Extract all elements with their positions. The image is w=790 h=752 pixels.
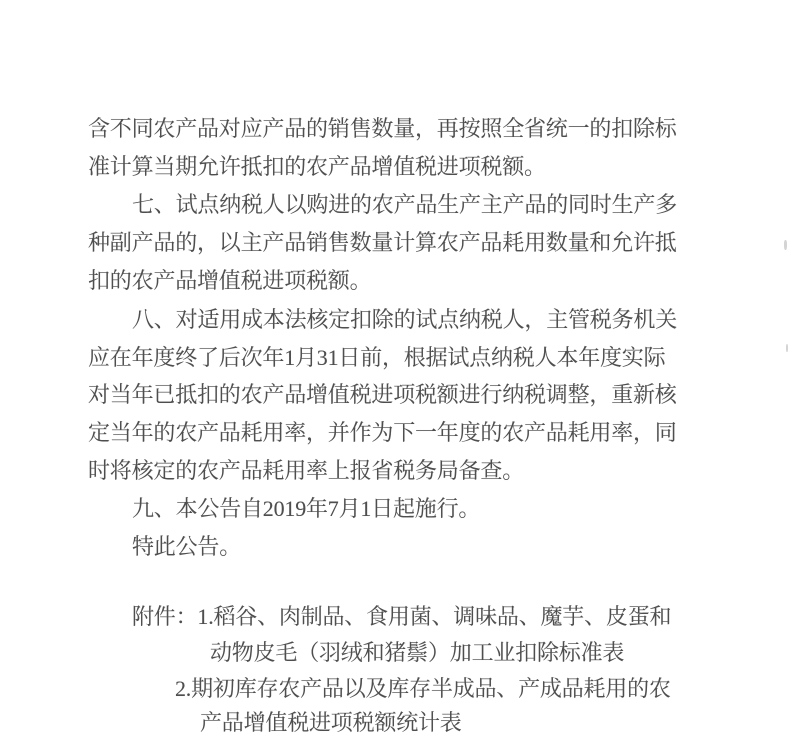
doc-line: 九、本公告自2019年7月1日起施行。 xyxy=(132,496,481,521)
attachment-line: 动物皮毛（羽绒和猪鬃）加工业扣除标准表 xyxy=(210,640,625,665)
doc-line: 应在年度终了后次年1月31日前，根据试点纳税人本年度实际 xyxy=(88,345,666,370)
attachment-line: 产品增值税进项税额统计表 xyxy=(200,710,462,735)
doc-line: 定当年的农产品耗用率，并作为下一年度的农产品耗用率，同 xyxy=(88,420,677,445)
scan-artifact xyxy=(784,240,787,250)
doc-line: 时将核定的农产品耗用率上报省税务局备查。 xyxy=(88,458,525,483)
doc-line: 扣的农产品增值税进项税额。 xyxy=(88,268,372,293)
doc-line: 八、对适用成本法核定扣除的试点纳税人，主管税务机关 xyxy=(132,307,678,332)
scan-artifact xyxy=(786,344,788,352)
attachment-line: 附件：1.稻谷、肉制品、食用菌、调味品、魔芋、皮蛋和 xyxy=(132,604,672,629)
doc-line: 对当年已抵扣的农产品增值税进项税额进行纳税调整，重新核 xyxy=(88,382,677,407)
doc-line: 七、试点纳税人以购进的农产品生产主产品的同时生产多 xyxy=(132,192,678,217)
doc-line: 特此公告。 xyxy=(132,534,242,559)
attachment-line: 2.期初库存农产品以及库存半成品、产成品耗用的农 xyxy=(175,676,671,701)
doc-line: 种副产品的，以主产品销售数量计算农产品耗用数量和允许抵 xyxy=(88,230,677,255)
doc-line: 含不同农产品对应产品的销售数量，再按照全省统一的扣除标 xyxy=(88,116,677,141)
doc-line: 准计算当期允许抵扣的农产品增值税进项税额。 xyxy=(88,154,546,179)
